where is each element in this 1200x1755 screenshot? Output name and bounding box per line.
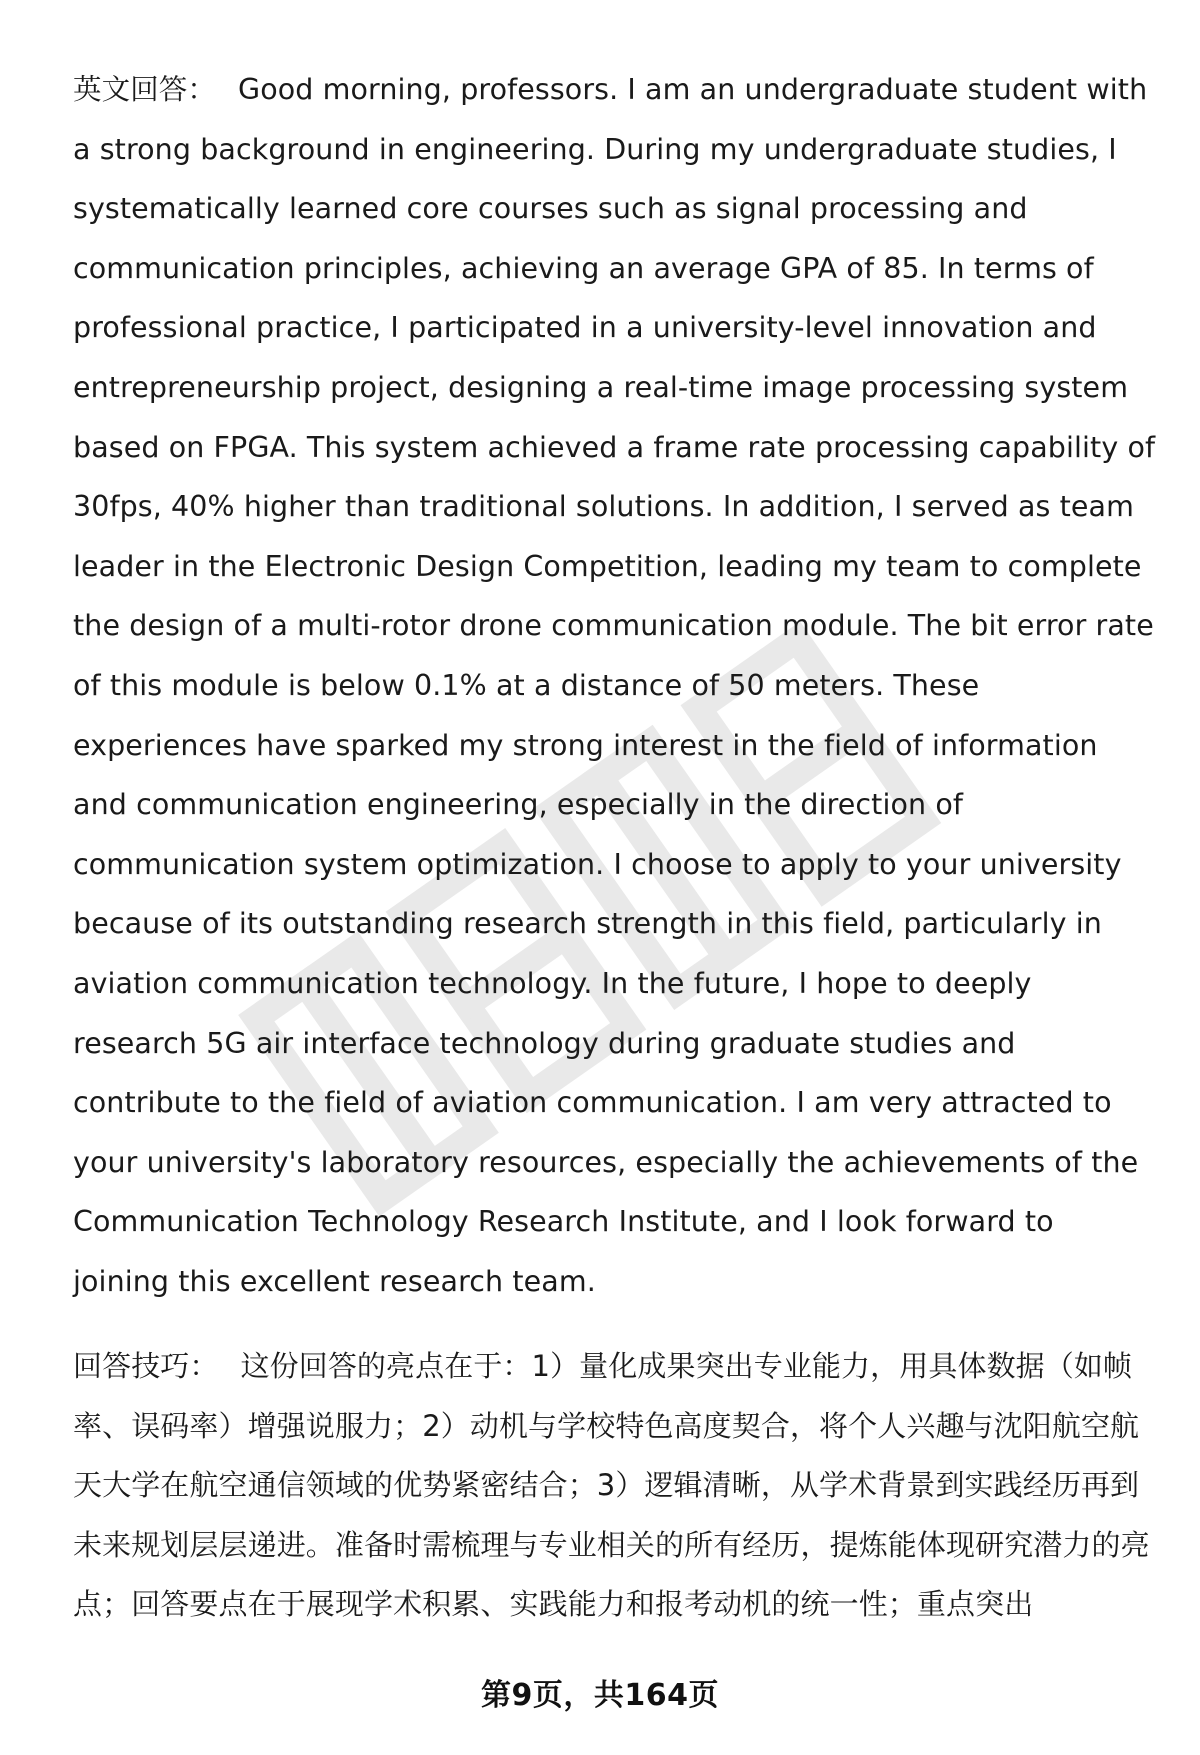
main-content — [73, 60, 1158, 1635]
english-answer-text: Good morning, professors. I am an undergraduate student with a strong background in engineering. During my undergraduate studies, I systematically learned core courses such as signal processing and communication principles, achieving an average GPA of 85. In terms of professional practice, I participated in a university-level innovation and entrepreneurship project, designing a real-time image processing system based on FPGA. This system achieved a frame rate processing capability of 30fps, 40% higher than traditional solutions. In addition, I served as team leader in the Electronic Design Competition, leading my team to complete the design of a multi-rotor drone communication module. The bit error rate of this module is below 0.1% at a distance of 50 meters. These experiences have sparked my strong interest in the field of information and communication engineering, especially in the direction of communication system optimization. I choose to apply to your university because of its outstanding research strength in this field, particularly in aviation communication technology. In the future, I hope to deeply research 5G air interface technology during graduate studies and contribute to the field of aviation communication. I am very attracted to your university's laboratory resources, especially the achievements of the Communication Technology Research Institute, and I look forward to joining this excellent research team. — [73, 73, 1156, 1298]
page-number: 第9页，共164页 — [481, 1678, 719, 1713]
english-answer-label: 英文回答： — [73, 73, 217, 106]
answer-tips-text: 这份回答的亮点在于：1）量化成果突出专业能力，用具体数据（如帧率、误码率）增强说服力；2）动机与学校特色高度契合，将个人兴趣与沈阳航空航天大学在航空通信领域的优势紧密结合；3）逻辑清晰，从学术背景到实践经历再到未来规划层层递进。准备时需梳理与专业相关的所有经历，提炼能体现研究潜力的亮点；回答要点在于展现学术积累、实践能力和报考动机的统一性；重点突出 — [73, 1349, 1150, 1622]
answer-tips-label: 回答技巧： — [73, 1349, 219, 1384]
english-answer-paragraph — [73, 60, 1158, 1311]
answer-tips-paragraph — [73, 1337, 1158, 1635]
